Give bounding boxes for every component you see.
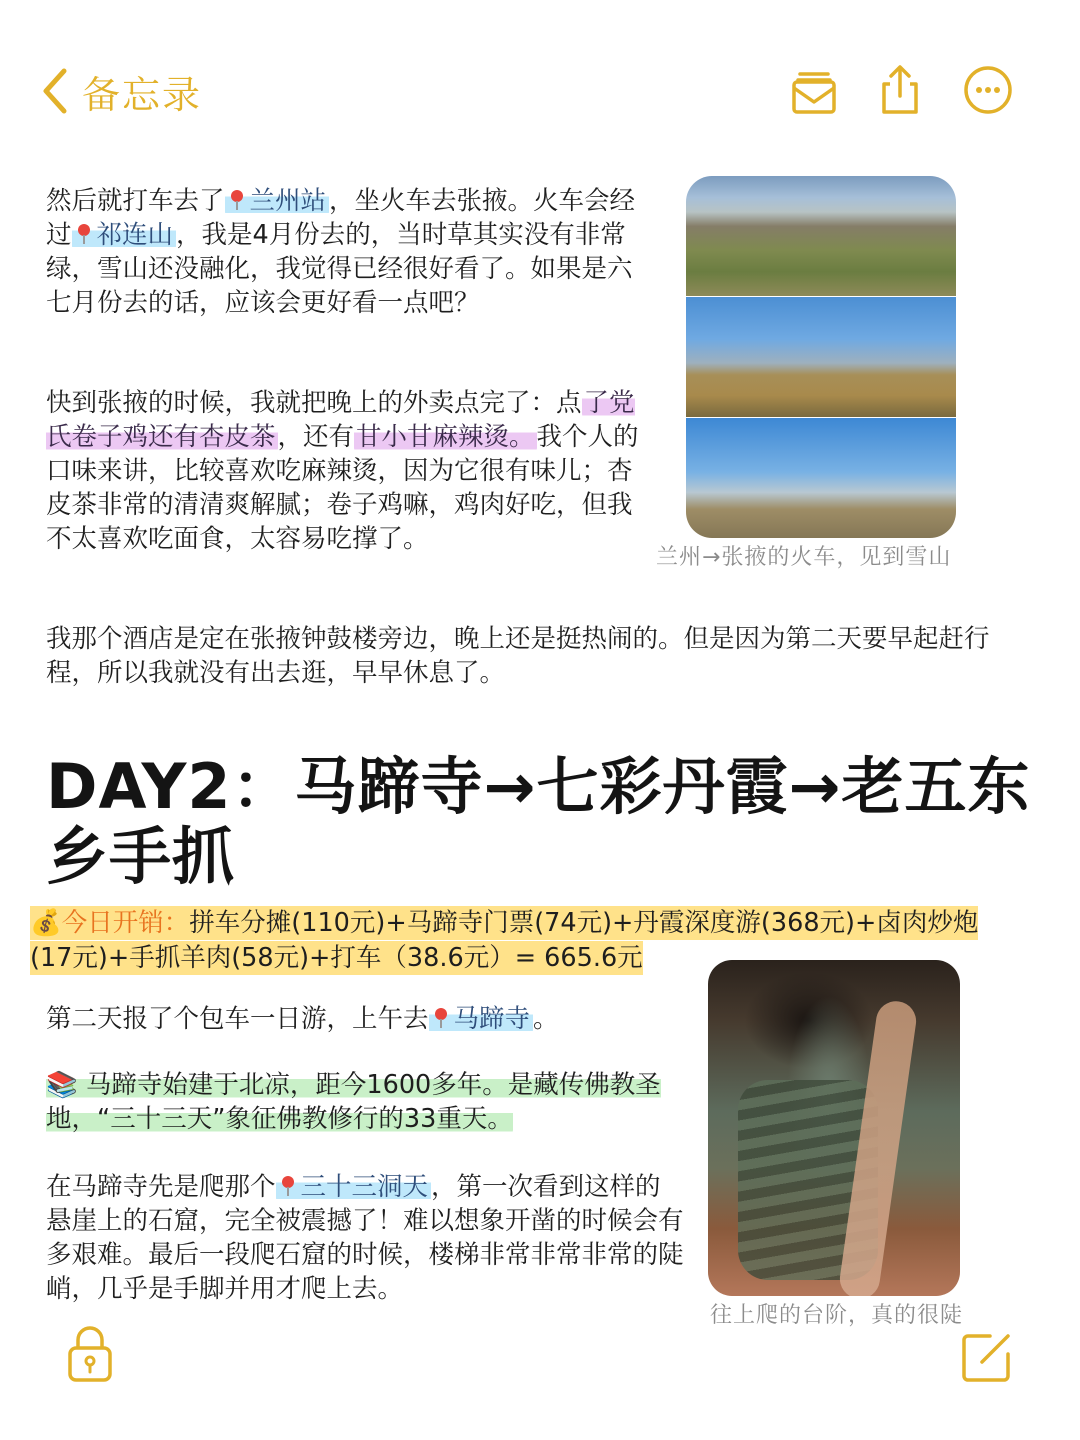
paragraph-takeout bbox=[46, 386, 646, 556]
paragraph-hotel: 我那个酒店是定在张掖钟鼓楼旁边，晚上还是挺热闹的。但是因为第二天要早起赶行程，所以我就没有出去逛，早早休息了。 bbox=[46, 624, 990, 688]
chevron-left-icon bbox=[40, 67, 70, 115]
top-bar bbox=[0, 0, 1080, 170]
money-bag-icon: 💰 bbox=[30, 908, 62, 938]
text: ，还有 bbox=[277, 422, 355, 452]
text: ，第一次看到这样的悬崖上的石窟，完全被震撼了！难以想象开凿的时候会有多艰难。最后一段爬石窟的时候，楼梯非常非常非常的陡峭，几乎是手脚并用才爬上去。 bbox=[46, 1172, 684, 1304]
highlight-food-1: 了党氏卷子鸡还有杏皮茶 bbox=[46, 388, 635, 452]
pin-icon bbox=[432, 1004, 450, 1026]
photo-caption: 兰州→张掖的火车，见到雪山 bbox=[656, 545, 952, 570]
compose-icon[interactable] bbox=[960, 1330, 1014, 1384]
photo-caption: 往上爬的台阶，真的很陡 bbox=[710, 1303, 964, 1328]
text: 在马蹄寺先是爬那个 bbox=[46, 1172, 276, 1202]
cost-label: 今日开销： bbox=[61, 908, 190, 938]
text: 我个人的口味来讲，比较喜欢吃麻辣烫，因为它很有味儿；杏皮茶非常的清清爽解腻；卷子鸡嘛，鸡肉好吃，但我不太喜欢吃面食，太容易吃撑了。 bbox=[46, 422, 639, 554]
text: 马蹄寺始建于北凉，距今1600多年。是藏传佛教圣地，“三十三天”象征佛教修行的33重天。 bbox=[46, 1070, 661, 1134]
back-label: 备忘录 bbox=[82, 72, 203, 117]
location-label: 祁连山 bbox=[96, 220, 174, 250]
photo-train-snow-mountains[interactable] bbox=[686, 176, 956, 538]
location-label: 马蹄寺 bbox=[453, 1004, 531, 1034]
text: 快到张掖的时候，我就把晚上的外卖点完了：点 bbox=[46, 388, 582, 418]
text: 然后就打车去了 bbox=[46, 186, 225, 216]
text: 第二天报了个包车一日游，上午去 bbox=[46, 1004, 429, 1034]
photo-strip bbox=[686, 297, 956, 417]
location-tag-33-caves[interactable] bbox=[276, 1172, 432, 1202]
lock-icon[interactable] bbox=[64, 1322, 116, 1384]
location-tag-lanzhou-station[interactable] bbox=[225, 186, 330, 216]
cost-text: 拼车分摊(110元)+马蹄寺门票(74元)+丹霞深度游(368元)+卤肉炒炮(17元)+手抓羊肉(58元)+打车（38.6元）= 665.6元 bbox=[30, 908, 979, 973]
books-icon: 📚 bbox=[46, 1070, 78, 1100]
more-icon[interactable] bbox=[960, 62, 1016, 118]
location-label: 兰州站 bbox=[249, 186, 327, 216]
location-tag-qilian-mountain[interactable] bbox=[72, 220, 177, 250]
paragraph-temple-history bbox=[46, 1068, 686, 1136]
photo-strip bbox=[686, 176, 956, 296]
day2-heading: DAY2：马蹄寺→七彩丹霞→老五东乡手抓 bbox=[46, 750, 1031, 893]
paragraph-day2-intro bbox=[46, 1002, 686, 1036]
pin-icon bbox=[228, 186, 246, 208]
share-icon[interactable] bbox=[872, 62, 928, 118]
tray-icon[interactable] bbox=[786, 62, 842, 118]
location-tag-mati-temple[interactable] bbox=[429, 1004, 534, 1034]
paragraph-train bbox=[46, 184, 646, 320]
text: ，我是4月份去的，当时草其实没有非常绿，雪山还没融化，我觉得已经很好看了。如果是六七月份去的话，应该会更好看一点吧？ bbox=[46, 220, 633, 318]
text: 。 bbox=[533, 1004, 559, 1034]
photo-strip bbox=[686, 418, 956, 538]
text: ，坐火车去张掖。火车会经过 bbox=[46, 186, 636, 250]
highlight-food-2: 甘小甘麻辣烫。 bbox=[356, 422, 535, 452]
back-button[interactable] bbox=[40, 64, 202, 118]
paragraph-cave-climb bbox=[46, 1170, 686, 1306]
location-label: 三十三洞天 bbox=[300, 1172, 429, 1202]
history-highlight bbox=[46, 1070, 661, 1134]
pin-icon bbox=[279, 1172, 297, 1194]
photo-cave-stairs[interactable] bbox=[708, 960, 960, 1296]
pin-icon bbox=[75, 220, 93, 242]
